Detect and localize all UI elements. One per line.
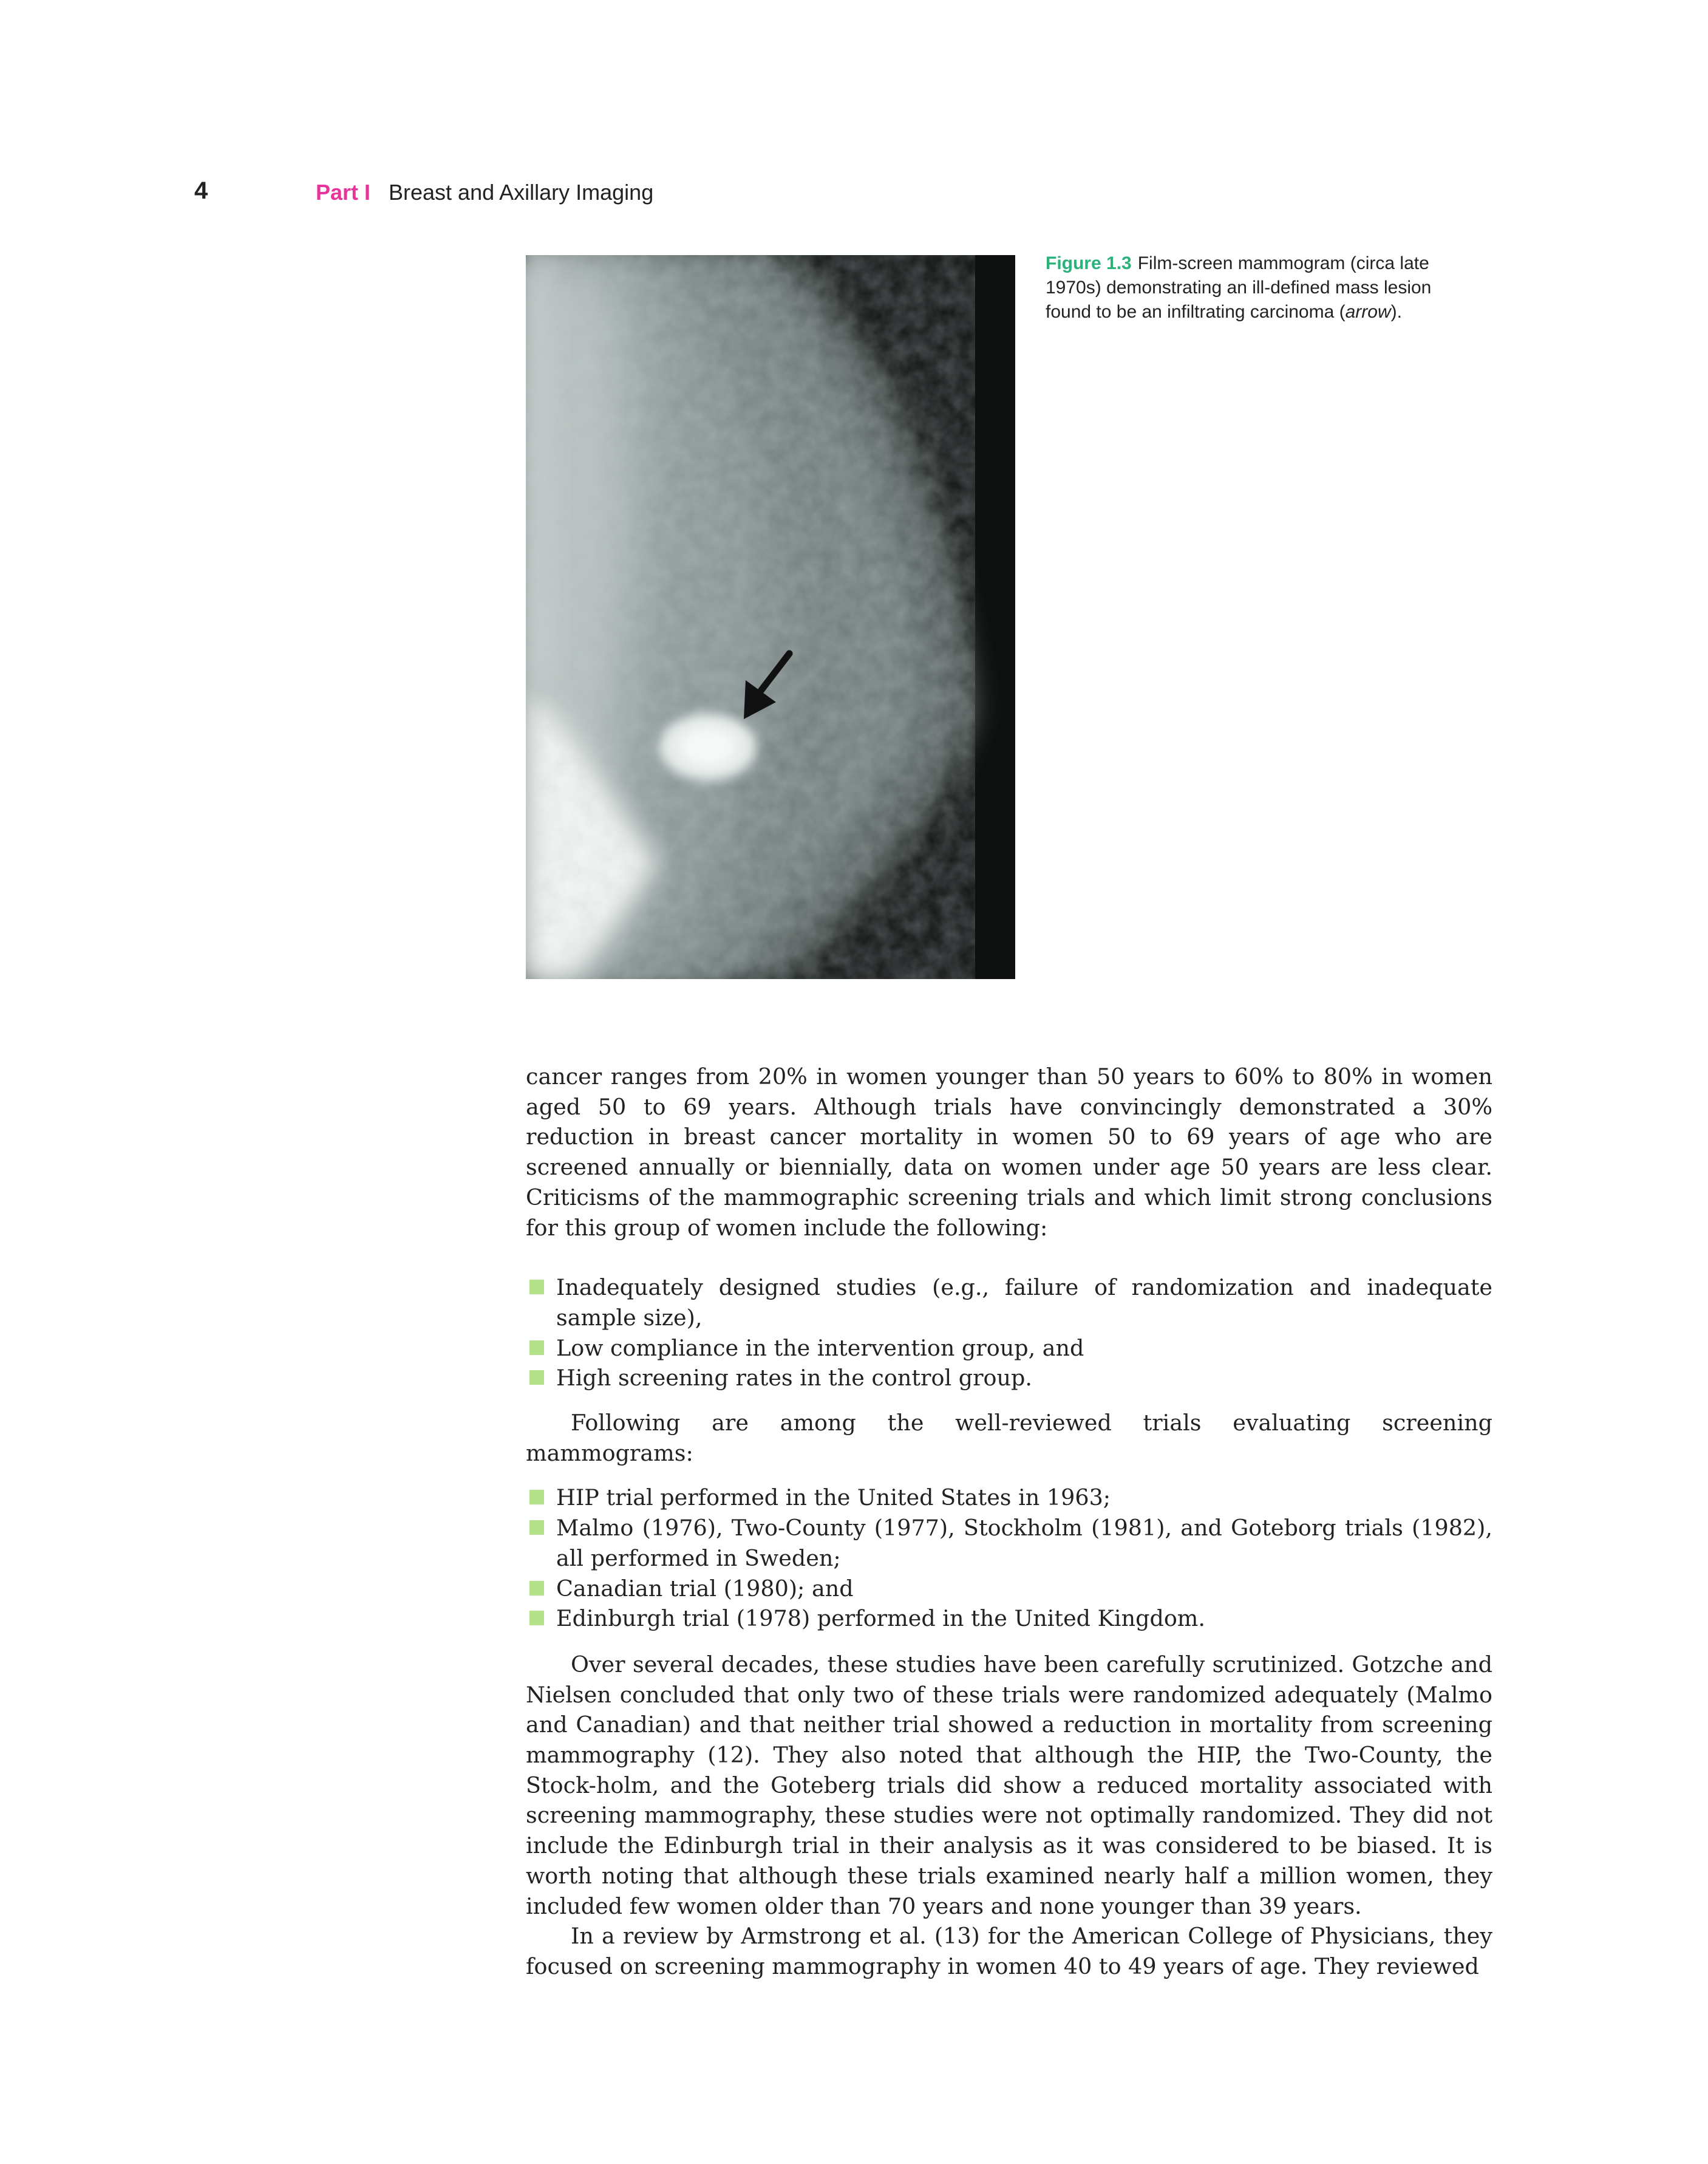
trials-list <box>526 1483 1492 1634</box>
section-title: Breast and Axillary Imaging <box>389 180 654 205</box>
list-item: High screening rates in the control group. <box>526 1363 1492 1393</box>
figure-label: Figure 1.3 <box>1046 253 1132 273</box>
mammogram-image <box>526 255 1015 979</box>
paragraph: In a review by Armstrong et al. (13) for the American College of Physicians, they focused on screening mammography in women 40 to 49 years of age. They reviewed <box>526 1923 1492 1979</box>
bullet-square-icon <box>529 1520 544 1535</box>
criticisms-list <box>526 1272 1492 1393</box>
list-item: Malmo (1976), Two-County (1977), Stockholm (1981), and Goteborg trials (1982), all performed in Sweden; <box>526 1513 1492 1573</box>
figure-caption <box>1046 251 1471 324</box>
list-item: Edinburgh trial (1978) performed in the United Kingdom. <box>526 1603 1492 1634</box>
caption-suffix: ). <box>1390 302 1402 322</box>
paragraph: cancer ranges from 20% in women younger than 50 years to 60% to 80% in women aged 50 to 69 years. Although trials have convincingly demonstrated a 30% reduction in breast cancer mortality in women 50 to 69 years of age who are screened annually or biennially, data on women under age 50 years are less clear. Criticisms of the mammographic screening trials and which limit strong conclusions for this group of women include the following: <box>526 1063 1492 1241</box>
bullet-square-icon <box>529 1611 544 1625</box>
bullet-square-icon <box>529 1280 544 1294</box>
body-text <box>526 1062 1492 1982</box>
caption-text: Film-screen mammogram (circa late 1970s) demonstrating an ill-defined mass lesion found to be an infiltrating carcinoma ( <box>1046 253 1432 322</box>
list-item: Canadian trial (1980); and <box>526 1574 1492 1604</box>
list-item: Low compliance in the intervention group, and <box>526 1333 1492 1364</box>
list-item: HIP trial performed in the United States in 1963; <box>526 1483 1492 1513</box>
caption-italic: arrow <box>1345 302 1391 322</box>
paragraph: Following are among the well-reviewed trials evaluating screening mammograms: <box>526 1410 1492 1466</box>
running-header <box>0 177 1708 214</box>
mammogram-illustration <box>526 255 1015 979</box>
bullet-square-icon <box>529 1490 544 1504</box>
bullet-square-icon <box>529 1340 544 1355</box>
page-number: 4 <box>194 177 208 204</box>
list-item: Inadequately designed studies (e.g., failure of randomization and inadequate sample size), <box>526 1272 1492 1333</box>
paragraph: Over several decades, these studies have been carefully scrutinized. Gotzche and Nielsen concluded that only two of these trials were randomized adequately (Malmo and Canadian) and that neither trial showed a reduction in mortality from screening mammography (12). They also noted that although the HIP, the Two-County, the Stock-holm, and the Goteberg trials did show a reduced mortality associated with screening mammography, these studies were not optimally randomized. They did not include the Edinburgh trial in their analysis as it was considered to be biased. It is worth noting that although these trials examined nearly half a million women, they included few women older than 70 years and none younger than 39 years. <box>526 1651 1492 1919</box>
bullet-square-icon <box>529 1370 544 1385</box>
bullet-square-icon <box>529 1581 544 1596</box>
part-label: Part I <box>316 180 371 205</box>
